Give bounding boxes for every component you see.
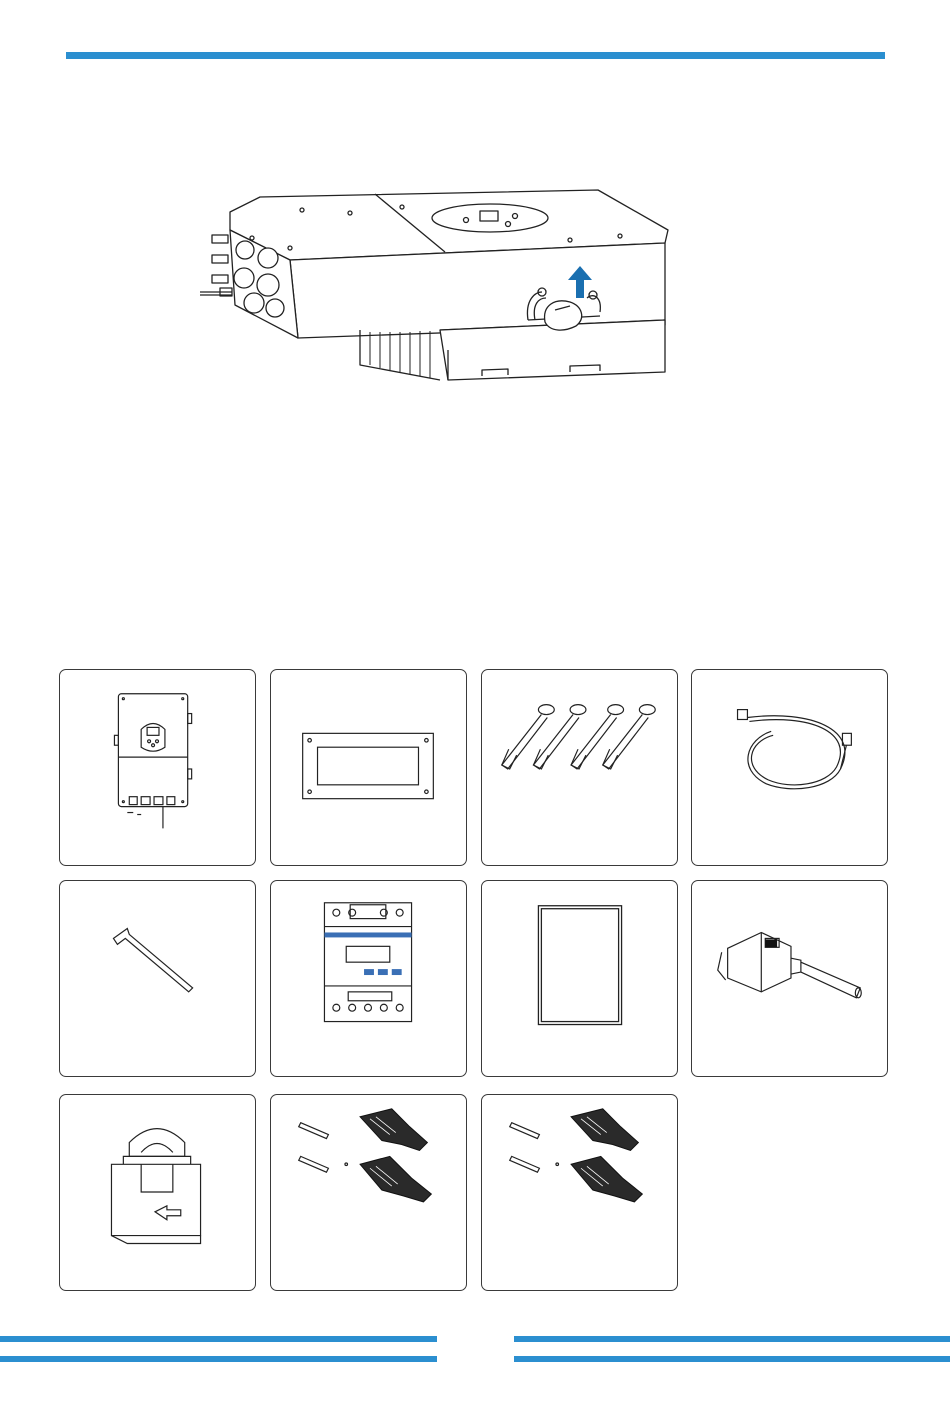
- part-tile-expansion-bolts: [481, 669, 678, 866]
- footer-accent-bar: [514, 1356, 950, 1362]
- cable-icon: [692, 670, 887, 865]
- part-tile-ct-clamp: [59, 1094, 256, 1291]
- expansion-bolts-icon: [482, 670, 677, 865]
- footer-accent-bar: [0, 1336, 437, 1342]
- hex-key-icon: [60, 881, 255, 1076]
- part-tile-pv-connectors-1: [270, 1094, 467, 1291]
- wifi-dongle-icon: [692, 881, 887, 1076]
- part-tile-hex-key: [59, 880, 256, 1077]
- part-tile-cable: [691, 669, 888, 866]
- part-tile-energy-meter: [270, 880, 467, 1077]
- part-tile-wifi-dongle: [691, 880, 888, 1077]
- mounting-bracket-icon: [271, 670, 466, 865]
- part-tile-mounting-bracket: [270, 669, 467, 866]
- pv-connectors-icon: [271, 1095, 466, 1290]
- footer-accent-bar: [0, 1356, 437, 1362]
- ct-clamp-icon: [60, 1095, 255, 1290]
- manual-icon: [482, 881, 677, 1076]
- pv-connectors-icon: [482, 1095, 677, 1290]
- inverter-lift-illustration: [190, 180, 680, 395]
- part-tile-manual: [481, 880, 678, 1077]
- energy-meter-icon: [271, 881, 466, 1076]
- part-tile-pv-connectors-2: [481, 1094, 678, 1291]
- footer-accent-bar: [514, 1336, 950, 1342]
- header-accent-bar: [66, 52, 885, 59]
- inverter-icon: [60, 670, 255, 865]
- part-tile-inverter: [59, 669, 256, 866]
